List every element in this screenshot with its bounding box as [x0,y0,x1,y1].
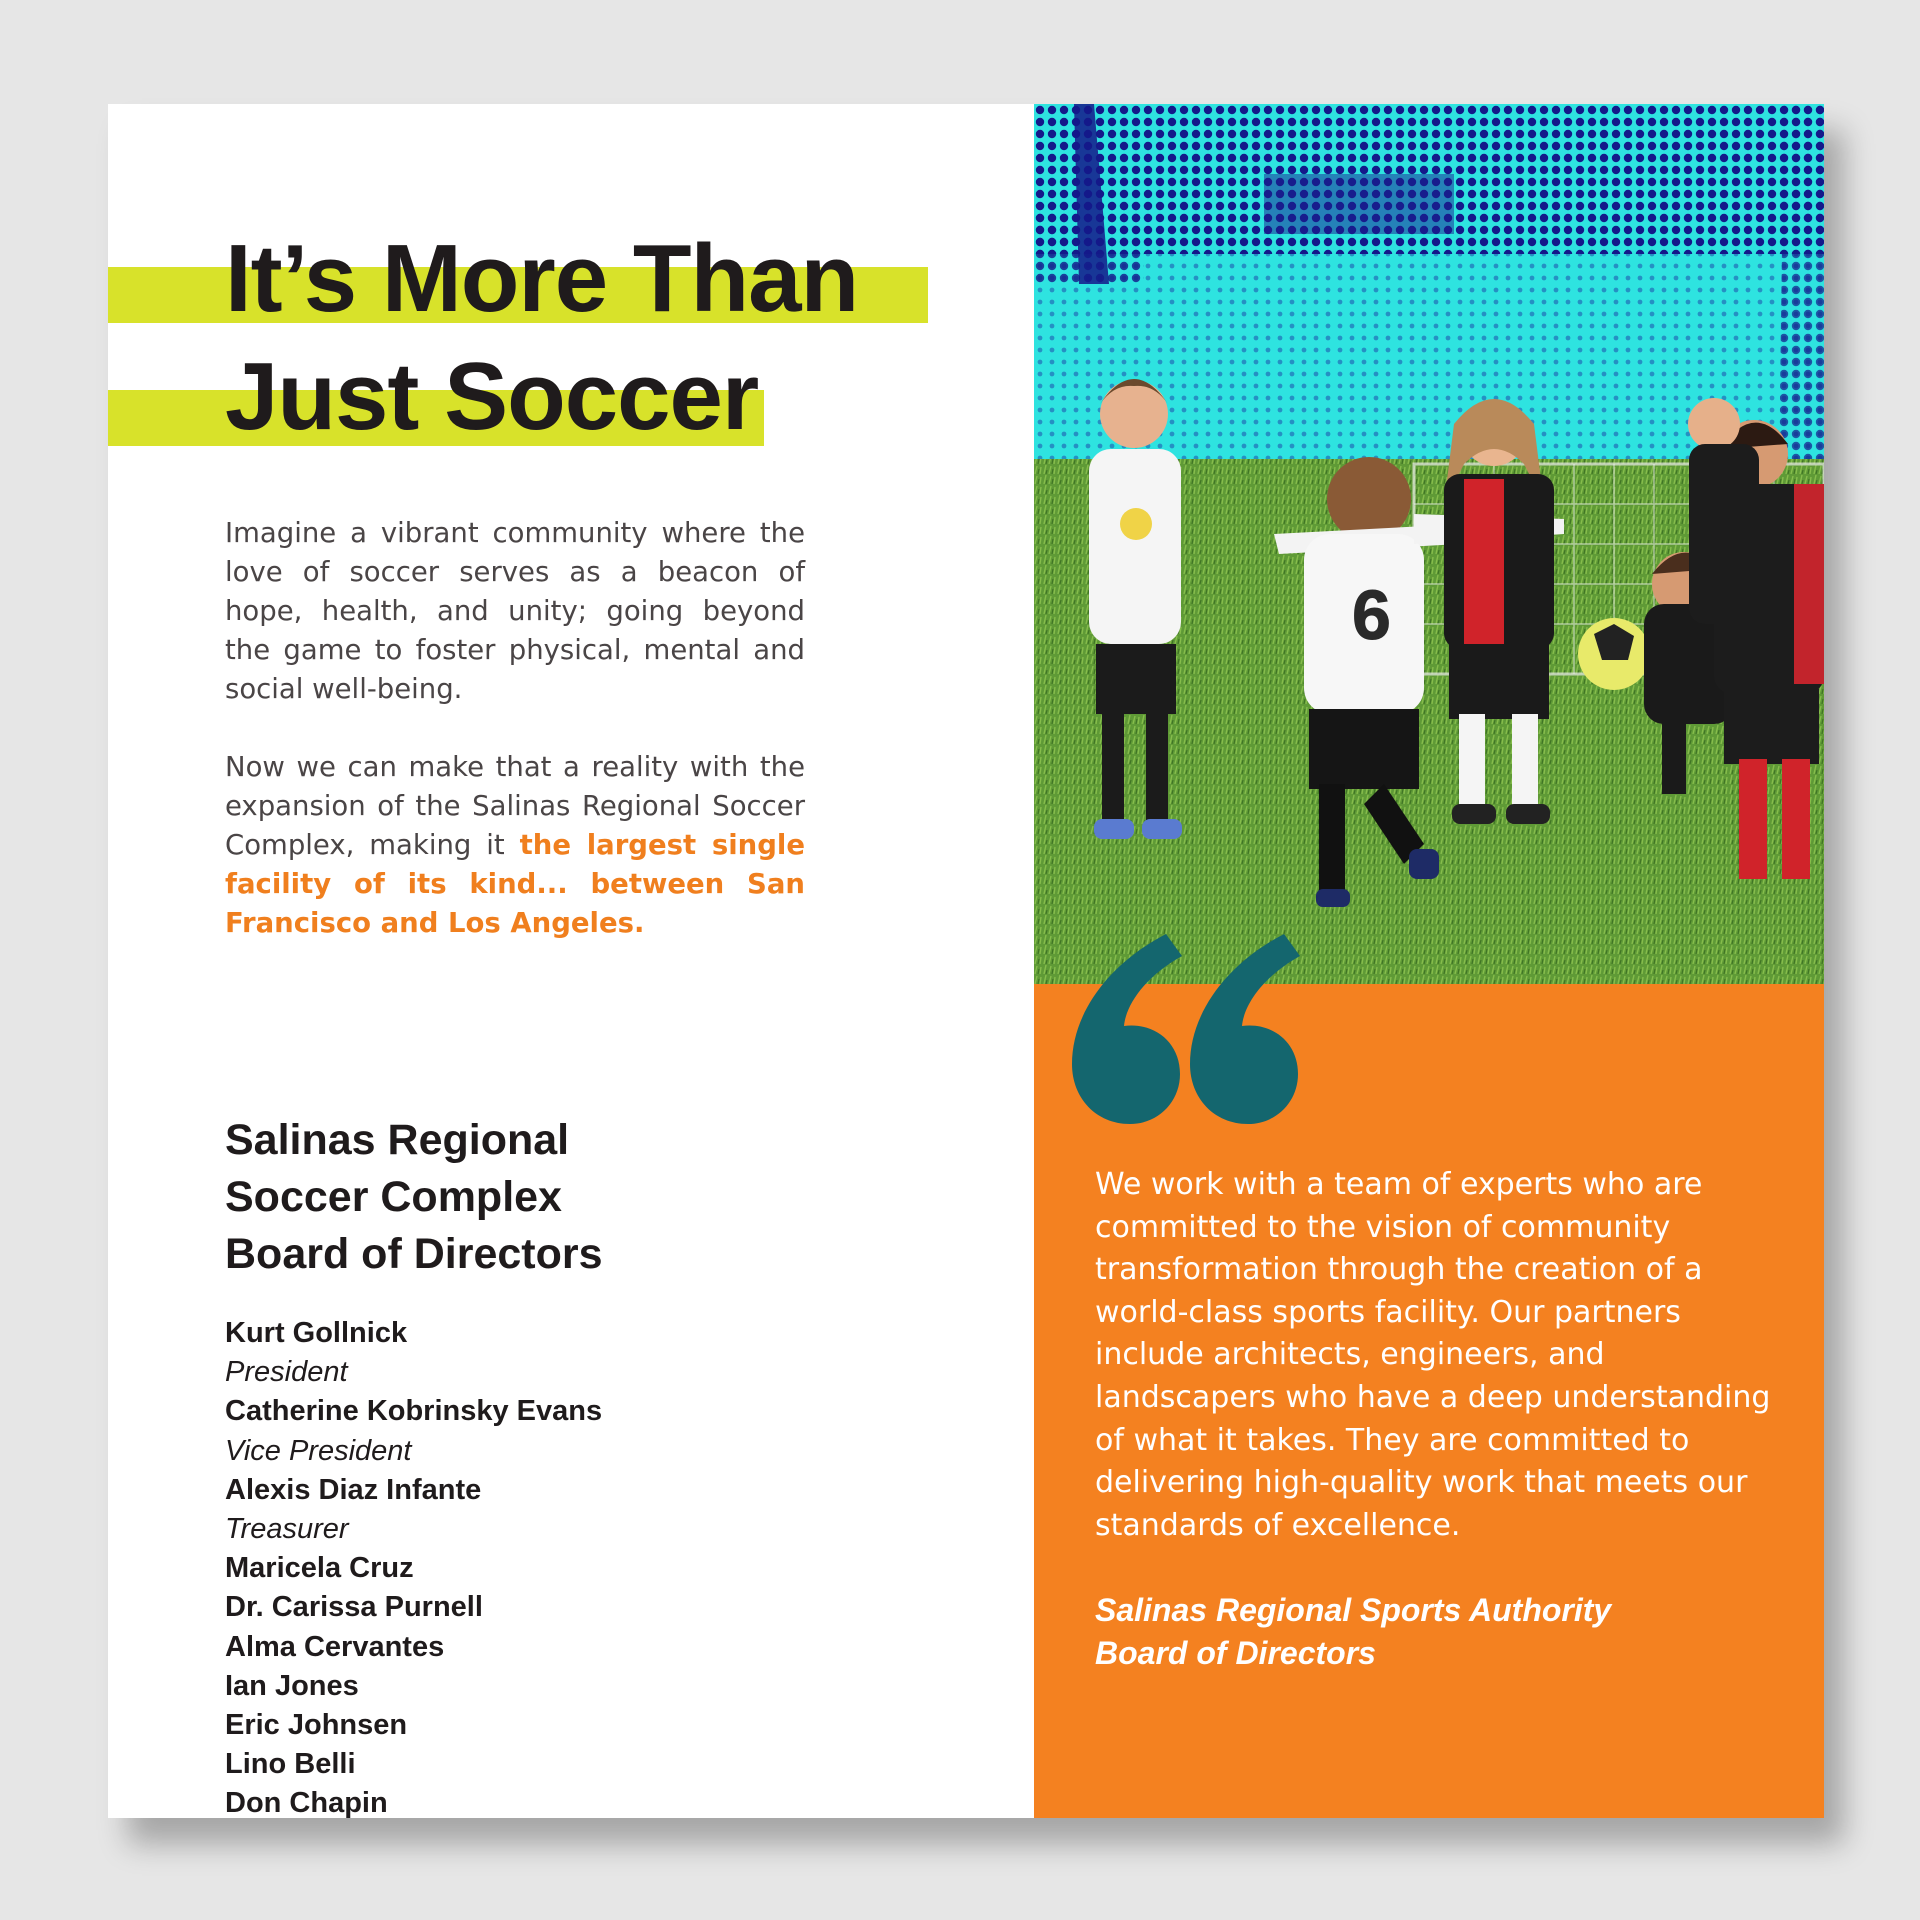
board-member [225,1549,602,1588]
member-name: Lino Belli [225,1748,356,1781]
member-name: Catherine Kobrinsky Evans [225,1395,603,1428]
member-name: Ian Jones [225,1669,359,1702]
member-name: Dr. Carissa Purnell [225,1591,483,1624]
board-member [225,1667,602,1706]
member-role: Treasurer [225,1513,349,1546]
member-name: Maricela Cruz [225,1552,414,1585]
board-member [225,1392,602,1470]
board-member [225,1628,602,1667]
board-heading-line: Soccer Complex [225,1173,562,1221]
intro-paragraph [225,748,805,943]
brochure-page [108,104,1824,1818]
member-name: Kurt Gollnick [225,1317,408,1349]
board-member [225,1784,602,1818]
left-column [108,104,1034,1818]
quote-attribution-line: Salinas Regional Sports Authority [1095,1592,1612,1628]
intro-paragraph-text: Now we can make that a reality with the expansion of the Salinas Regional Soccer Complex, making it [225,751,805,861]
quote-attribution [1095,1589,1611,1675]
svg-text:6: 6 [1352,576,1391,654]
member-name: Don Chapin [225,1787,388,1818]
member-name: Alexis Diaz Infante [225,1473,482,1506]
board-heading-line: Salinas Regional [225,1116,570,1164]
quote-text: We work with a team of experts who are committed to the vision of community transformation through the creation of a world-class sports facility. Our partners include architects, engineers, and landscapers who have a deep understanding of what it takes. They are committed to delivering high-quality work that meets our standards of excellence. [1095,1167,1771,1543]
member-role: President [225,1356,348,1389]
board-member [225,1471,602,1549]
board-heading-line: Board of Directors [225,1230,603,1278]
board-member [225,1745,602,1784]
intro-highlight-text: the largest single facility of its kind... between San Francisco and Los Angeles. [225,829,805,939]
board-member [225,1588,602,1627]
board-member-list [225,1314,602,1818]
title-line: Just Soccer [225,343,759,450]
board-heading [225,1112,603,1283]
soccer-kids-photo [1034,104,1824,984]
board-member [225,1706,602,1745]
quote-attribution-line: Board of Directors [1095,1635,1376,1671]
member-name: Alma Cervantes [225,1630,445,1663]
intro-text [225,514,805,943]
page-title [225,220,858,456]
member-role: Vice President [225,1434,412,1467]
quote-mark-icon [1070,934,1300,1124]
right-column [1034,104,1824,1818]
title-line: It’s More Than [225,225,859,332]
intro-paragraph: Imagine a vibrant community where the love of soccer serves as a beacon of hope, health, and unity; going beyond the game to foster physical, mental and social well-being. [225,517,805,705]
member-name: Eric Johnsen [225,1709,408,1742]
board-member [225,1314,602,1392]
